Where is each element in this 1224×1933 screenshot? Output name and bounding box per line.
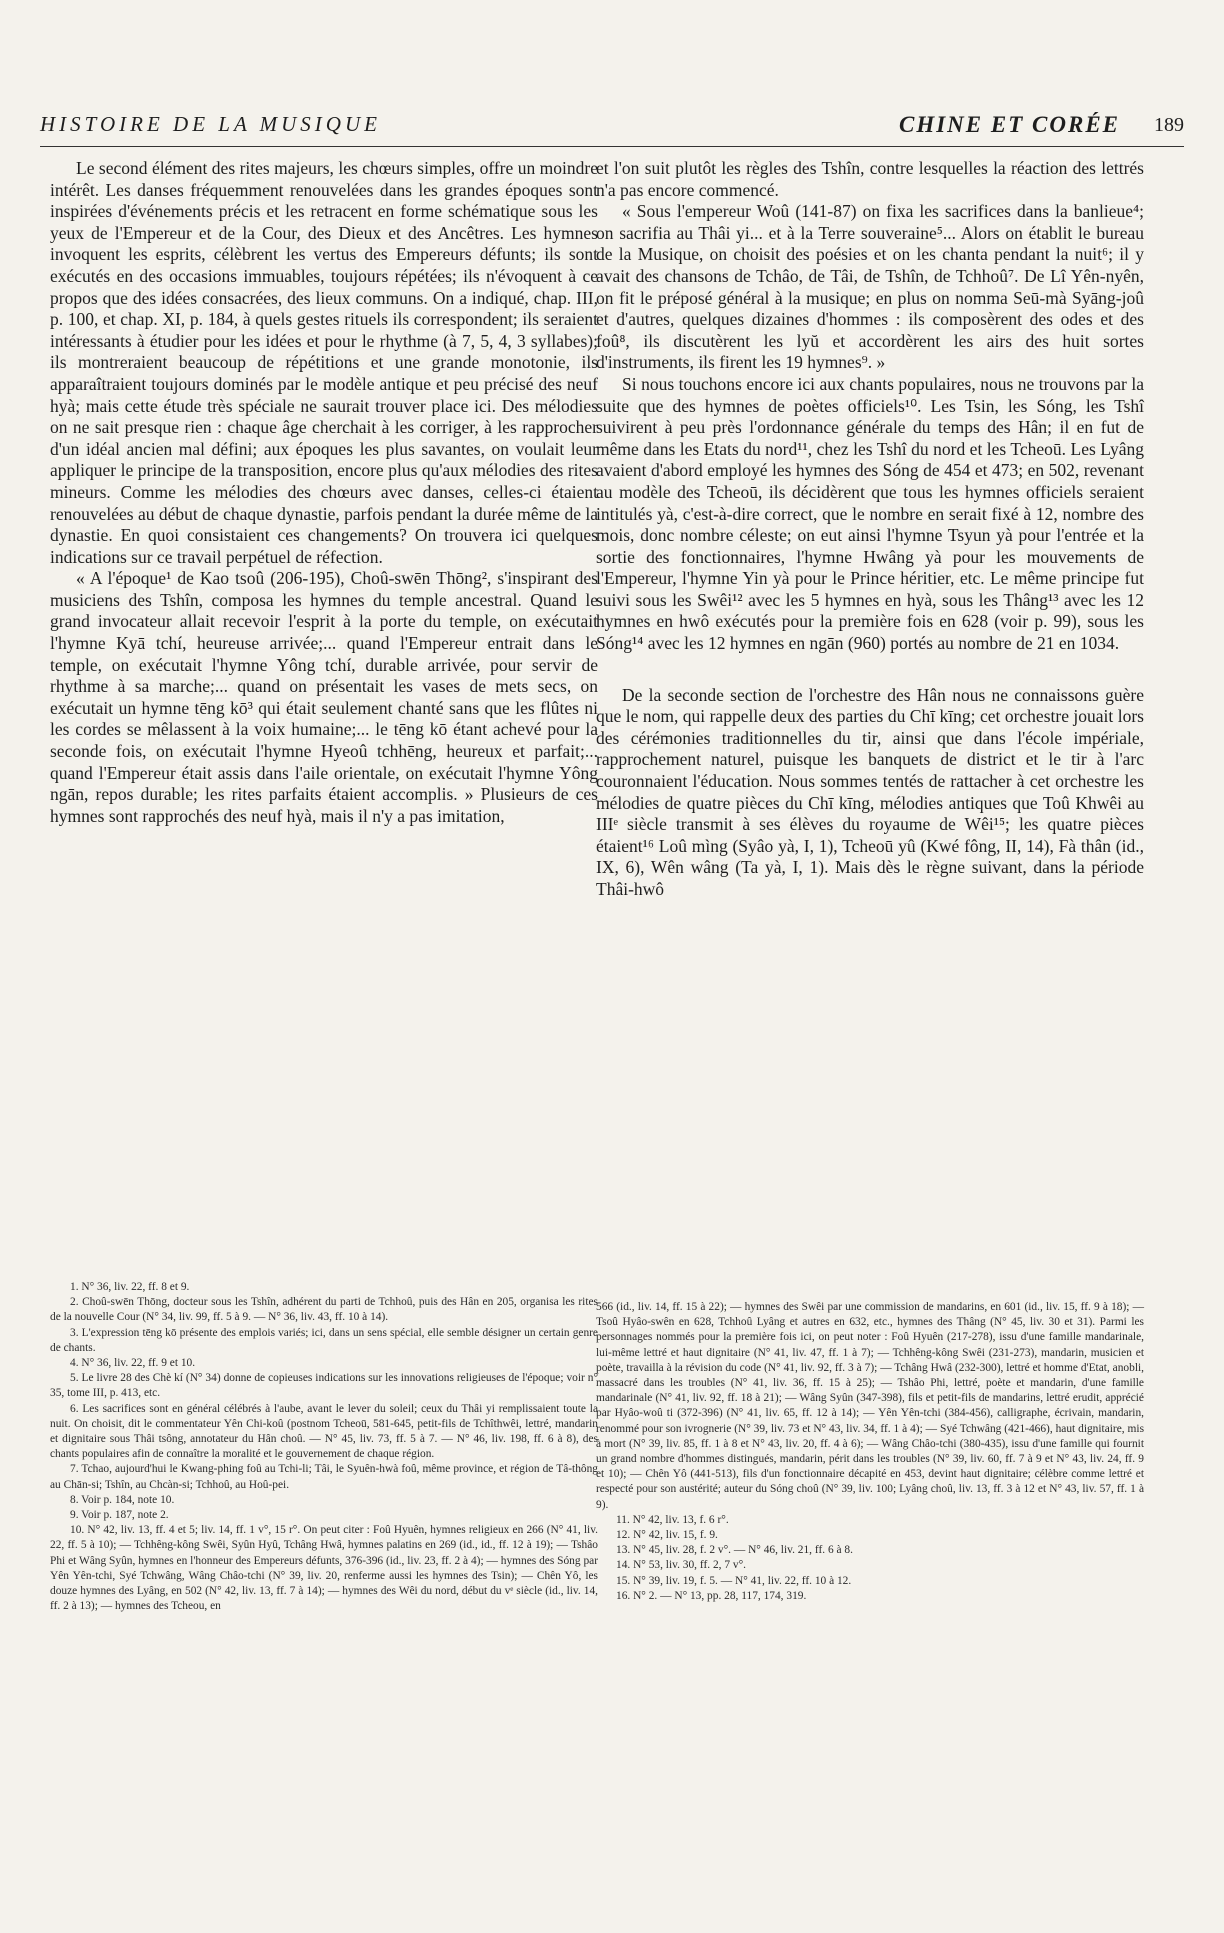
paragraph: De la seconde section de l'orchestre des Hân nous ne connaissons guère que le nom, qui rappelle deux des parties du Chī kīng; cet orchestre jouait lors des cérémonies traditionnelles du tir, ainsi que dans l'école impériale, rapprochement naturel, puisque les banquets de district et le tir à l'arc couronnaient l'éducation. Nous sommes tentés de rattacher à cet orchestre les mélodies de quatre pièces du Chī kīng, mélodies antiques que Toû Khwêi au IIIᵉ siècle transmit à ses élèves du royaume de Wêi¹⁵; les quatre pièces étaient¹⁶ Loû mìng (Syâo yà, I, 1), Tcheoū yû (Kwé fông, II, 14), Fà thân (id., IX, 6), Wên wâng (Ta yà, I, 1). Mais dès le règne suivant, dans la période Thâi-hwô (596, 684, 1144, 899)
footnote: 11. N° 42, liv. 13, f. 6 r°. (616, 1513, 729, 1526)
footnote: 10. N° 42, liv. 13, ff. 4 et 5; liv. 14, ff. 1 v°, 15 r°. On peut citer : Foû Hyuên, hymnes religieux en 266 (N° 41, liv. 22, ff. 5 à 10); — Tchhêng-kông Swêi, Syûn Hyû, Tchâng Hwâ, hymnes palatins en 269 (id., id., ff. 12 à 19); — Tshâo Phi et Wâng Syûn, hymnes en l'honneur des Empereurs défunts, 376-396 (id., liv. 23, ff. 2 à 4); — hymnes des Sóng par Yên Yên-tchi, Syé Tchwâng, Wâng Châo-tchi (N° 39, liv. 20, renferme aussi les hymnes des Tsin); — Chên Yô, les douze hymnes des Lyâng, en 502 (N° 42, liv. 13, ff. 7 à 14); — hymnes des Wêi du nord, début du vᵉ siècle (id., liv. 14, ff. 2 à 13); — hymnes des Tcheou, en (50, 1524, 598, 1613)
footnote: 9. Voir p. 187, note 2. (70, 1509, 169, 1522)
footnotes-right (596, 1300, 1144, 1604)
footnote: 15. N° 39, liv. 19, f. 5. — N° 41, liv. 22, ff. 10 à 12. (616, 1574, 852, 1587)
header-book-title: HISTOIRE DE LA MUSIQUE (40, 112, 381, 136)
footnote: 7. Tchao, aujourd'hui le Kwang-phing foû au Tchi-li; Tâi, le Syuên-hwà foû, même province, et région de Tâ-thông au Chān-si; Tshîn, au Chcàn-si; Tchhoû, au Hoû-pei. (50, 1463, 598, 1491)
right-column-text (596, 158, 1144, 901)
footnote: 4. N° 36, liv. 22, ff. 9 et 10. (70, 1357, 196, 1370)
paragraph: Si nous touchons encore ici aux chants populaires, nous ne trouvons par la suite que des hymnes de poètes officiels¹⁰. Les Tsin, les Sóng, les Tshî suivirent à peu près l'ordonnance générale du temps des Hân; il en fut de même dans les Etats du nord¹¹, chez les Tshî du nord et les Tcheoū. Les Lyâng avaient d'abord employé les hymnes des Sóng de 454 et 473; en 502, revenant au modèle des Tcheoū, ils décidèrent que tous les hymnes officiels seraient intitulés yà, c'est-à-dire correct, que le nombre en serait fixé à 12, nombre des mois, donc nombre céleste; on eut ainsi l'hymne Tsyun yà pour l'entrée et la sortie des fonctionnaires, l'hymne Hwâng yà pour les mouvements de l'Empereur, l'hymne Yin yà pour le Prince héritier, etc. Le même principe fut suivi sous les Swêi¹² avec les 5 hymnes en hyà, sous les Thâng¹³ avec les 12 hymnes en hwô exécutés pour la première fois en 628 (voir p. 99), sous les Sóng¹⁴ avec les 12 hymnes en ngān (960) portés au nombre de 21 en 1034. (596, 373, 1144, 654)
footnote: 1. N° 36, liv. 22, ff. 8 et 9. (70, 1281, 190, 1293)
footnotes-left (50, 1280, 598, 1614)
header-chapter-title: CHINE ET CORÉE (899, 112, 1120, 137)
footnote: 6. Les sacrifices sont en général célébrés à l'aube, avant le lever du soleil; ceux du Thâi yi remplissaient toute la nuit. On choisit, dit le commentateur Yên Chi-koû (postnom Tcheoū, 581-645, petit-fils de Tchîthwêi, lettré, mandarin et dignitaire sous Thâi tsông, annotateur du Hân choû. — N° 45, liv. 73, ff. 5 à 7. — N° 46, liv. 198, ff. 6 à 8), des chants populaires afin de connaître la moralité et le gouvernement de chaque région. (50, 1402, 598, 1461)
footnote: 2. Choû-swēn Thōng, docteur sous les Tshîn, adhérent du parti de Tchhoû, puis des Hân en 205, organisa les rites de la nouvelle Cour (N° 34, liv. 99, ff. 5 à 9. — N° 36, liv. 43, ff. 10 à 14). (50, 1296, 598, 1324)
footnote: 12. N° 42, liv. 15, f. 9. (616, 1529, 718, 1542)
footnote: 8. Voir p. 184, note 10. (70, 1493, 175, 1506)
paragraph: « A l'époque¹ de Kao tsoû (206-195), Choû-swēn Thōng², s'inspirant des musiciens des Tshîn, composa les hymnes du temple ancestral. Quand le grand invocateur allait recevoir l'esprit à la porte du temple, on exécutait l'hymne Kyā tchí, heureuse arrivée;... quand l'Empereur entrait dans le temple, on exécutait l'hymne Yông tchí, durable arrivée, pour servir de rhythme à sa marche;... quand on présentait les vases de mets secs, on exécutait un hymne tēng kō³ qui était seulement chanté sans que les flûtes ni les cordes se mêlassent à la voix humaine;... le tēng kō étant achevé pour la seconde fois, on exécutait l'hymne Hyeoû tchhēng, heureux et parfait;... quand l'Empereur était assis dans l'aile orientale, on exécutait l'hymne Yông ngān, repos durable; les rites parfaits étaient accomplis. » Plusieurs de ces hymnes sont rapprochés des neuf hyà, mais il n'y a pas imitation, (50, 568, 598, 826)
page-number: 189 (1154, 114, 1184, 136)
paragraph-gap (596, 655, 1144, 685)
footnote: 14. N° 53, liv. 30, ff. 2, 7 v°. (616, 1559, 746, 1572)
paragraph: et l'on suit plutôt les règles des Tshîn, contre lesquelles la réaction des lettrés n'a pas encore commencé. (596, 158, 1144, 200)
paragraph: Le second élément des rites majeurs, les chœurs simples, offre un moindre intérêt. Les danses fréquemment renouvelées dans les grandes époques sont inspirées d'événements précis et les retracent en forme schématique sous les yeux de l'Empereur et de la Cour, des Dieux et des Ancêtres. Les hymnes invoquent les esprits, célèbrent les vertus des Empereurs défunts; ils sont exécutés en des occasions immuables, toujours répétées; ils n'évoquent à ce propos que des idées consacrées, des lieux communs. On a indiqué, chap. III, p. 100, et chap. XI, p. 184, à quels gestes rituels ils correspondent; ils seraient intéressants à étudier pour les idées et pour le rhythme (à 7, 5, 4, 3 syllabes); ils montreraient beaucoup de répétitions et une grande monotonie, ils apparaîtraient toujours dominés par le modèle antique et peu précisé des neuf hyà; mais cette étude très spéciale ne saurait trouver place ici. Des mélodies on ne sait presque rien : chaque âge cherchait à les corriger, à les rapprocher d'un idéal ancien mal défini; aux époques les plus savantes, on voulait leur appliquer le principe de la transposition, encore plus qu'aux mélodies des rites mineurs. Comme les mélodies des chœurs avec danses, celles-ci étaient renouvelées au début de chaque dynastie, parfois pendant la durée même de la dynastie. En quoi consistaient ces changements? On trouvera ici quelques indications sur ce travail perpétuel de réfection. (50, 158, 598, 567)
footnote: 13. N° 45, liv. 28, f. 2 v°. — N° 46, liv. 21, ff. 6 à 8. (616, 1544, 853, 1557)
running-header (40, 112, 1184, 147)
paragraph: « Sous l'empereur Woû (141-87) on fixa les sacrifices dans la banlieue⁴; on sacrifia au Thâi yi... et à la Terre souveraine⁵... Alors on établit le bureau de la Musique, on choisit des poésies et on les chanta pendant la nuit⁶; il y avait des chansons de Tchâo, de Tâi, de Tshîn, de Tchhoû⁷. De Lî Yên-nyên, on fit le préposé général à la musique; en plus on nomma Seū-mà Syāng-joû et d'autres, quelques dizaines d'hommes : ils composèrent des odes et des foû⁸, ils discutèrent les lyŭ et accordèrent les airs des huit sortes d'instruments, ils firent les 19 hymnes⁹. » (596, 201, 1144, 373)
footnote-continued: 566 (id., liv. 14, ff. 15 à 22); — hymnes des Swêi par une commission de mandarins, en 601 (id., liv. 15, ff. 9 à 18); — Tsoû Hyâo-swên en 628, Tchhoû Lyâng et autres en 632, etc., hymnes des Thâng (N° 45, liv. 30 et 31). Parmi les personnages nommés pour la première fois ici, on peut noter : Foû Hyuên (217-278), issu d'une famille mandarinale, lui-même lettré et haut dignitaire (N° 41, liv. 47, ff. 1 à 7); — Tchhêng-kông Swêi (231-273), mandarin, musicien et poète, travailla à la révision du code (N° 41, liv. 92, ff. 3 à 7); — Tchâng Hwâ (232-300), lettré et homme d'Etat, anobli, massacré dans les troubles (N° 41, liv. 36, ff. 15 à 25); — Tshâo Phi, lettré, poète et mandarin, d'une famille mandarinale (N° 41, liv. 92, ff. 18 à 21); — Wâng Syûn (347-398), fils et petit-fils de mandarins, lettré erudit, apprécié par Hyâo-woû ti (372-396) (N° 41, liv. 65, ff. 12 à 14); — Yên Yên-tchi (384-456), calligraphe, écrivain, mandarin, renommé pour son ivrognerie (N° 39, liv. 73 et N° 43, liv. 34, ff. 1 à 4); — Syé Tchwâng (421-466), haut dignitaire, mis à mort (N° 39, liv. 85, ff. 1 à 8 et N° 43, liv. 20, ff. 4 à 6); — Wâng Châo-tchi (380-435), issu d'une famille qui fournit un grand nombre d'hommes distingués, mandarin, périt dans les troubles (N° 39, liv. 60, ff. 7 à 9 et N° 43, liv. 24, ff. 9 et 10); — Chên Yô (441-513), fils d'un fonctionnaire décapité en 453, devint haut dignitaire; célèbre comme lettré et respecté pour son austérité; auteur du Sóng choû (N° 39, liv. 100; Lyâng choû, liv. 13, ff. 3 à 12 et N° 43, liv. 57, ff. 1 à 9). (596, 1301, 1144, 1511)
left-column-text (50, 158, 598, 827)
footnote: 5. Le livre 28 des Chè kí (N° 34) donne de copieuses indications sur les innovations religieuses de l'époque; voir n° 35, tome III, p. 413, etc. (50, 1372, 598, 1400)
footnote: 16. N° 2. — N° 13, pp. 28, 117, 174, 319. (616, 1589, 807, 1602)
footnote: 3. L'expression tēng kō présente des emplois variés; ici, dans un sens spécial, elle semble désigner un certain genre de chants. (50, 1326, 598, 1354)
